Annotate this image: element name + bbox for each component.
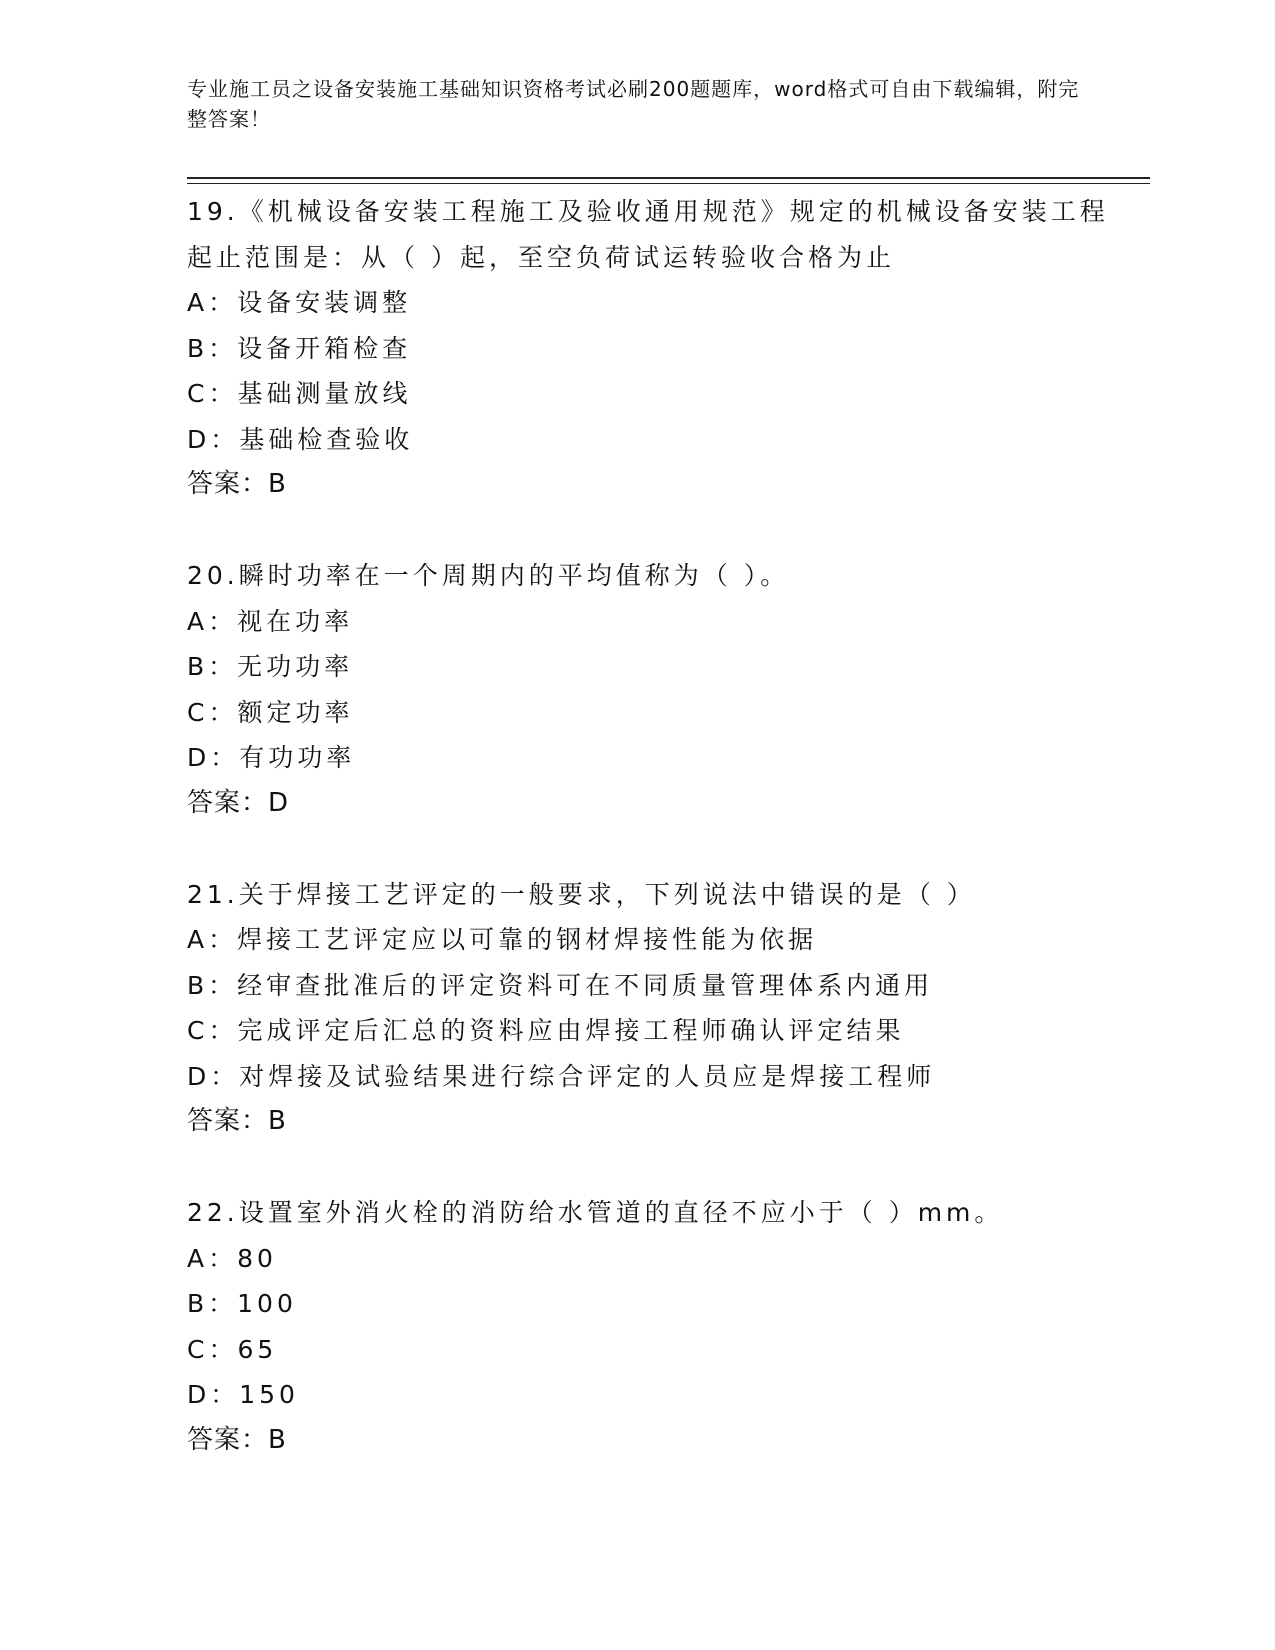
option-a: A：焊接工艺评定应以可靠的钢材焊接性能为依据: [187, 925, 818, 954]
question-list: [187, 189, 1117, 1463]
question-19: [187, 189, 1117, 508]
question-21: [187, 872, 1117, 1145]
option-b: B：设备开箱检查: [187, 333, 412, 363]
option-c: C：基础测量放线: [187, 379, 412, 408]
option-a: A：80: [187, 1243, 277, 1273]
option-c: C：完成评定后汇总的资料应由焊接工程师确认评定结果: [187, 1016, 905, 1045]
question-22: [187, 1190, 1117, 1463]
option-c: C：65: [187, 1334, 278, 1364]
question-stem: 19.《机械设备安装工程施工及验收通用规范》规定的机械设备安装工程起止范围是：从（ ）起，至空负荷试运转验收合格为止: [187, 197, 1109, 272]
option-a: A：视在功率: [187, 606, 354, 636]
option-d: D：对焊接及试验结果进行综合评定的人员应是焊接工程师: [187, 1061, 936, 1091]
question-20: [187, 553, 1117, 826]
option-c: C：额定功率: [187, 697, 354, 727]
header-rule-thick: [187, 177, 1150, 179]
option-b: B：无功功率: [187, 652, 354, 681]
answer: 答案：B: [187, 1424, 287, 1455]
option-a: A：设备安装调整: [187, 288, 412, 317]
answer: 答案：B: [187, 469, 287, 499]
question-spacer: [187, 508, 1117, 554]
answer: 答案：D: [187, 787, 290, 818]
option-b: B：100: [187, 1289, 297, 1318]
option-b: B：经审查批准后的评定资料可在不同质量管理体系内通用: [187, 970, 934, 1000]
question-spacer: [187, 826, 1117, 872]
document-header: 专业施工员之设备安装施工基础知识资格考试必刷200题题库，word格式可自由下载编辑，附完整答案！: [187, 77, 1080, 131]
option-d: D：150: [187, 1380, 299, 1409]
header-rule-thin: [187, 183, 1150, 184]
question-stem: 22.设置室外消火栓的消防给水管道的直径不应小于（ ）mm。: [187, 1198, 1004, 1227]
option-d: D：基础检查验收: [187, 424, 414, 454]
answer: 答案：B: [187, 1106, 287, 1136]
question-spacer: [187, 1145, 1117, 1191]
question-stem: 20.瞬时功率在一个周期内的平均值称为（ ）。: [187, 561, 790, 590]
question-stem: 21.关于焊接工艺评定的一般要求，下列说法中错误的是（ ）: [187, 879, 976, 909]
option-d: D：有功功率: [187, 743, 356, 772]
